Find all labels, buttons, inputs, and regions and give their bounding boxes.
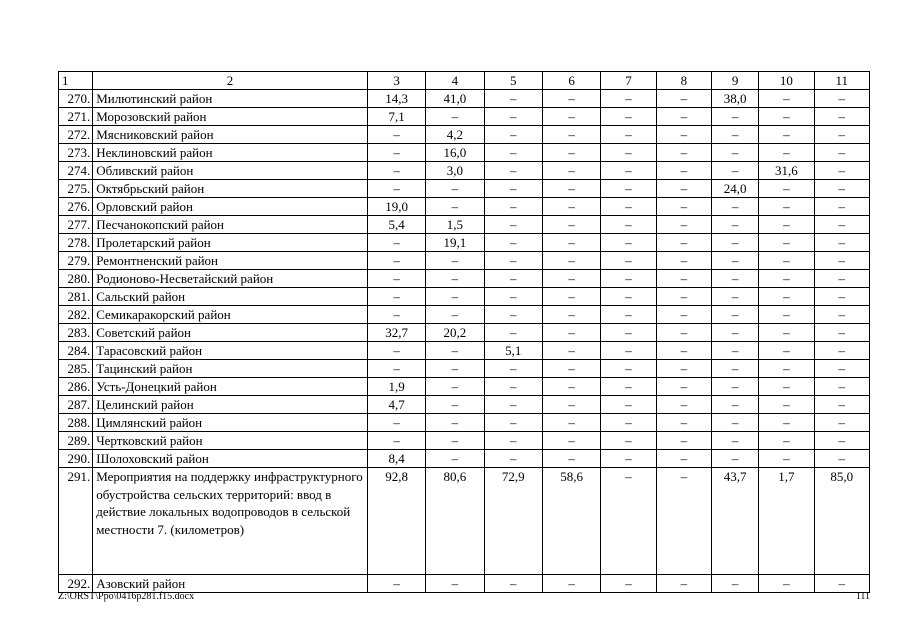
value-cell: 7,1 [367,108,425,126]
value-cell: – [656,360,711,378]
value-cell: – [484,324,542,342]
value-cell: – [367,126,425,144]
table-row [59,288,870,306]
value-cell: – [484,396,542,414]
value-cell: – [367,288,425,306]
table-row [59,270,870,288]
row-name: Неклиновский район [93,144,368,162]
value-cell: – [367,575,425,593]
table-row [59,360,870,378]
table-row [59,90,870,108]
value-cell: – [711,575,758,593]
table-row [59,162,870,180]
value-cell: – [759,144,814,162]
value-cell: – [601,198,656,216]
value-cell: 92,8 [367,468,425,575]
value-cell: – [367,342,425,360]
value-cell: – [426,108,484,126]
value-cell: – [656,306,711,324]
value-cell: – [542,432,600,450]
column-header: 7 [601,72,656,90]
row-number: 287. [59,396,93,414]
table-row [59,342,870,360]
value-cell: – [426,360,484,378]
value-cell: – [542,396,600,414]
value-cell: – [542,324,600,342]
footer-page-number: 111 [855,591,870,602]
value-cell: – [759,180,814,198]
row-name: Усть-Донецкий район [93,378,368,396]
value-cell: – [814,270,869,288]
value-cell: – [656,144,711,162]
value-cell: – [814,306,869,324]
row-number: 272. [59,126,93,144]
value-cell: – [711,378,758,396]
table-row [59,306,870,324]
row-name: Семикаракорский район [93,306,368,324]
value-cell: – [814,144,869,162]
value-cell: – [484,108,542,126]
table-row [59,378,870,396]
table-header-row [59,72,870,90]
row-number: 286. [59,378,93,396]
value-cell: – [814,216,869,234]
row-name: Октябрьский район [93,180,368,198]
table-row [59,216,870,234]
column-header: 5 [484,72,542,90]
column-header: 3 [367,72,425,90]
value-cell: 24,0 [711,180,758,198]
column-header: 2 [93,72,368,90]
value-cell: – [656,216,711,234]
row-name: Ремонтненский район [93,252,368,270]
value-cell: – [656,90,711,108]
value-cell: – [542,216,600,234]
value-cell: – [759,216,814,234]
value-cell: – [367,432,425,450]
value-cell: – [484,288,542,306]
value-cell: – [601,162,656,180]
value-cell: – [601,108,656,126]
value-cell: – [367,234,425,252]
value-cell: – [656,198,711,216]
data-table [58,71,870,593]
value-cell: – [814,252,869,270]
value-cell: – [711,108,758,126]
row-name: Цимлянский район [93,414,368,432]
value-cell: 19,0 [367,198,425,216]
value-cell: – [711,252,758,270]
value-cell: – [656,180,711,198]
value-cell: – [484,450,542,468]
value-cell: – [759,288,814,306]
row-number: 281. [59,288,93,306]
value-cell: – [484,216,542,234]
value-cell: – [601,306,656,324]
value-cell: – [484,90,542,108]
value-cell: – [484,198,542,216]
value-cell: – [759,378,814,396]
value-cell: – [542,360,600,378]
value-cell: – [814,378,869,396]
value-cell: – [759,306,814,324]
table-row [59,180,870,198]
value-cell: – [367,144,425,162]
value-cell: 31,6 [759,162,814,180]
value-cell: – [711,270,758,288]
row-name: Орловский район [93,198,368,216]
value-cell: – [656,234,711,252]
value-cell: – [542,108,600,126]
value-cell: – [601,414,656,432]
value-cell: – [711,414,758,432]
value-cell: 3,0 [426,162,484,180]
value-cell: 16,0 [426,144,484,162]
row-name: Мероприятия на поддержку инфраструктурного обустройства сельских территорий: ввод в действие локальных водопроводов в сельской местности 7. (километров) [93,468,368,575]
table-row [59,450,870,468]
value-cell: 1,5 [426,216,484,234]
value-cell: – [759,450,814,468]
value-cell: – [484,252,542,270]
table-row [59,575,870,593]
row-number: 276. [59,198,93,216]
value-cell: – [814,360,869,378]
value-cell: 1,7 [759,468,814,575]
row-number: 290. [59,450,93,468]
value-cell: – [656,288,711,306]
value-cell: – [759,342,814,360]
value-cell: – [814,234,869,252]
value-cell: – [759,252,814,270]
value-cell: – [759,234,814,252]
value-cell: – [426,432,484,450]
table-row [59,198,870,216]
value-cell: – [711,360,758,378]
column-header: 9 [711,72,758,90]
value-cell: – [759,575,814,593]
value-cell: – [656,162,711,180]
value-cell: – [542,144,600,162]
footer-file-path: Z:\ORST\Ppo\0416p281.f15.docx [58,591,195,602]
value-cell: – [426,378,484,396]
value-cell: – [759,432,814,450]
value-cell: – [711,144,758,162]
row-name: Сальский район [93,288,368,306]
row-number: 270. [59,90,93,108]
value-cell: – [484,234,542,252]
value-cell: – [542,162,600,180]
value-cell: – [426,270,484,288]
value-cell: – [759,270,814,288]
value-cell: – [601,126,656,144]
value-cell: – [484,144,542,162]
value-cell: – [484,126,542,144]
row-name: Милютинский район [93,90,368,108]
value-cell: 80,6 [426,468,484,575]
value-cell: – [367,180,425,198]
value-cell: 43,7 [711,468,758,575]
value-cell: – [484,432,542,450]
value-cell: – [656,575,711,593]
value-cell: – [601,575,656,593]
value-cell: 38,0 [711,90,758,108]
column-header: 6 [542,72,600,90]
value-cell: – [656,378,711,396]
row-number: 279. [59,252,93,270]
value-cell: – [711,126,758,144]
value-cell: – [814,324,869,342]
value-cell: – [542,198,600,216]
value-cell: – [542,270,600,288]
value-cell: 85,0 [814,468,869,575]
value-cell: – [542,234,600,252]
value-cell: – [711,288,758,306]
row-name: Советский район [93,324,368,342]
column-header: 11 [814,72,869,90]
row-number: 280. [59,270,93,288]
value-cell: – [711,306,758,324]
value-cell: 72,9 [484,468,542,575]
value-cell: – [759,108,814,126]
value-cell: – [542,288,600,306]
value-cell: – [367,414,425,432]
row-number: 278. [59,234,93,252]
value-cell: – [759,396,814,414]
row-number: 273. [59,144,93,162]
value-cell: – [656,414,711,432]
value-cell: – [814,180,869,198]
value-cell: – [814,342,869,360]
value-cell: – [484,378,542,396]
value-cell: – [601,450,656,468]
value-cell: – [711,450,758,468]
value-cell: – [814,414,869,432]
table-row [59,108,870,126]
value-cell: – [542,90,600,108]
row-name: Пролетарский район [93,234,368,252]
table-row [59,144,870,162]
row-name: Целинский район [93,396,368,414]
value-cell: – [367,162,425,180]
value-cell: – [367,270,425,288]
value-cell: – [814,432,869,450]
column-header: 10 [759,72,814,90]
row-name: Тацинский район [93,360,368,378]
row-name: Морозовский район [93,108,368,126]
value-cell: – [711,198,758,216]
value-cell: – [484,306,542,324]
value-cell: – [814,575,869,593]
row-number: 282. [59,306,93,324]
value-cell: – [759,90,814,108]
value-cell: – [656,108,711,126]
row-name: Шолоховский район [93,450,368,468]
value-cell: – [542,180,600,198]
value-cell: – [711,396,758,414]
value-cell: – [759,198,814,216]
value-cell: – [484,180,542,198]
table-row [59,324,870,342]
row-number: 274. [59,162,93,180]
row-name: Чертковский район [93,432,368,450]
value-cell: – [656,450,711,468]
table-row [59,468,870,575]
value-cell: – [656,468,711,575]
value-cell: – [601,468,656,575]
value-cell: – [601,432,656,450]
value-cell: – [426,198,484,216]
value-cell: – [542,378,600,396]
value-cell: – [601,252,656,270]
row-number: 271. [59,108,93,126]
value-cell: – [426,575,484,593]
value-cell: – [656,342,711,360]
row-name: Тарасовский район [93,342,368,360]
value-cell: 5,1 [484,342,542,360]
row-number: 283. [59,324,93,342]
value-cell: 19,1 [426,234,484,252]
value-cell: 4,2 [426,126,484,144]
value-cell: – [601,144,656,162]
value-cell: – [656,396,711,414]
row-name: Азовский район [93,575,368,593]
value-cell: – [759,126,814,144]
value-cell: 1,9 [367,378,425,396]
row-name: Обливский район [93,162,368,180]
value-cell: 58,6 [542,468,600,575]
value-cell: 32,7 [367,324,425,342]
table-row [59,234,870,252]
value-cell: – [711,432,758,450]
value-cell: – [814,162,869,180]
value-cell: – [759,414,814,432]
value-cell: – [426,306,484,324]
value-cell: – [426,414,484,432]
value-cell: – [484,414,542,432]
value-cell: – [484,360,542,378]
value-cell: – [484,162,542,180]
value-cell: – [426,396,484,414]
value-cell: 5,4 [367,216,425,234]
value-cell: – [814,198,869,216]
row-number: 289. [59,432,93,450]
value-cell: – [601,234,656,252]
value-cell: – [426,342,484,360]
value-cell: – [711,324,758,342]
value-cell: – [426,252,484,270]
value-cell: – [656,324,711,342]
value-cell: – [656,252,711,270]
table-row [59,414,870,432]
value-cell: – [426,180,484,198]
value-cell: – [814,396,869,414]
value-cell: – [542,342,600,360]
row-name: Мясниковский район [93,126,368,144]
value-cell: – [542,252,600,270]
value-cell: – [367,360,425,378]
value-cell: 14,3 [367,90,425,108]
value-cell: – [601,324,656,342]
value-cell: – [542,575,600,593]
value-cell: – [426,450,484,468]
value-cell: 4,7 [367,396,425,414]
value-cell: – [711,234,758,252]
value-cell: – [601,180,656,198]
row-number: 277. [59,216,93,234]
value-cell: – [601,360,656,378]
value-cell: – [601,216,656,234]
value-cell: – [601,270,656,288]
value-cell: – [484,270,542,288]
value-cell: – [656,270,711,288]
row-number: 284. [59,342,93,360]
value-cell: – [601,90,656,108]
value-cell: – [601,288,656,306]
table-row [59,432,870,450]
value-cell: – [814,288,869,306]
value-cell: – [542,306,600,324]
value-cell: – [656,432,711,450]
table-row [59,252,870,270]
row-number: 285. [59,360,93,378]
value-cell: – [601,378,656,396]
value-cell: – [814,90,869,108]
table-row [59,126,870,144]
value-cell: – [759,324,814,342]
value-cell: – [542,126,600,144]
value-cell: – [367,306,425,324]
column-header: 4 [426,72,484,90]
value-cell: – [711,216,758,234]
value-cell: – [759,360,814,378]
row-number: 288. [59,414,93,432]
table-row [59,396,870,414]
value-cell: – [711,162,758,180]
value-cell: – [601,396,656,414]
value-cell: – [814,450,869,468]
value-cell: 41,0 [426,90,484,108]
column-header: 1 [59,72,93,90]
value-cell: 8,4 [367,450,425,468]
column-header: 8 [656,72,711,90]
value-cell: – [814,108,869,126]
value-cell: – [542,450,600,468]
row-name: Родионово-Несветайский район [93,270,368,288]
value-cell: – [601,342,656,360]
value-cell: – [711,342,758,360]
value-cell: – [484,575,542,593]
value-cell: 20,2 [426,324,484,342]
row-number: 291. [59,468,93,575]
value-cell: – [656,126,711,144]
value-cell: – [367,252,425,270]
row-name: Песчанокопский район [93,216,368,234]
value-cell: – [542,414,600,432]
value-cell: – [426,288,484,306]
row-number: 292. [59,575,93,593]
value-cell: – [814,126,869,144]
row-number: 275. [59,180,93,198]
